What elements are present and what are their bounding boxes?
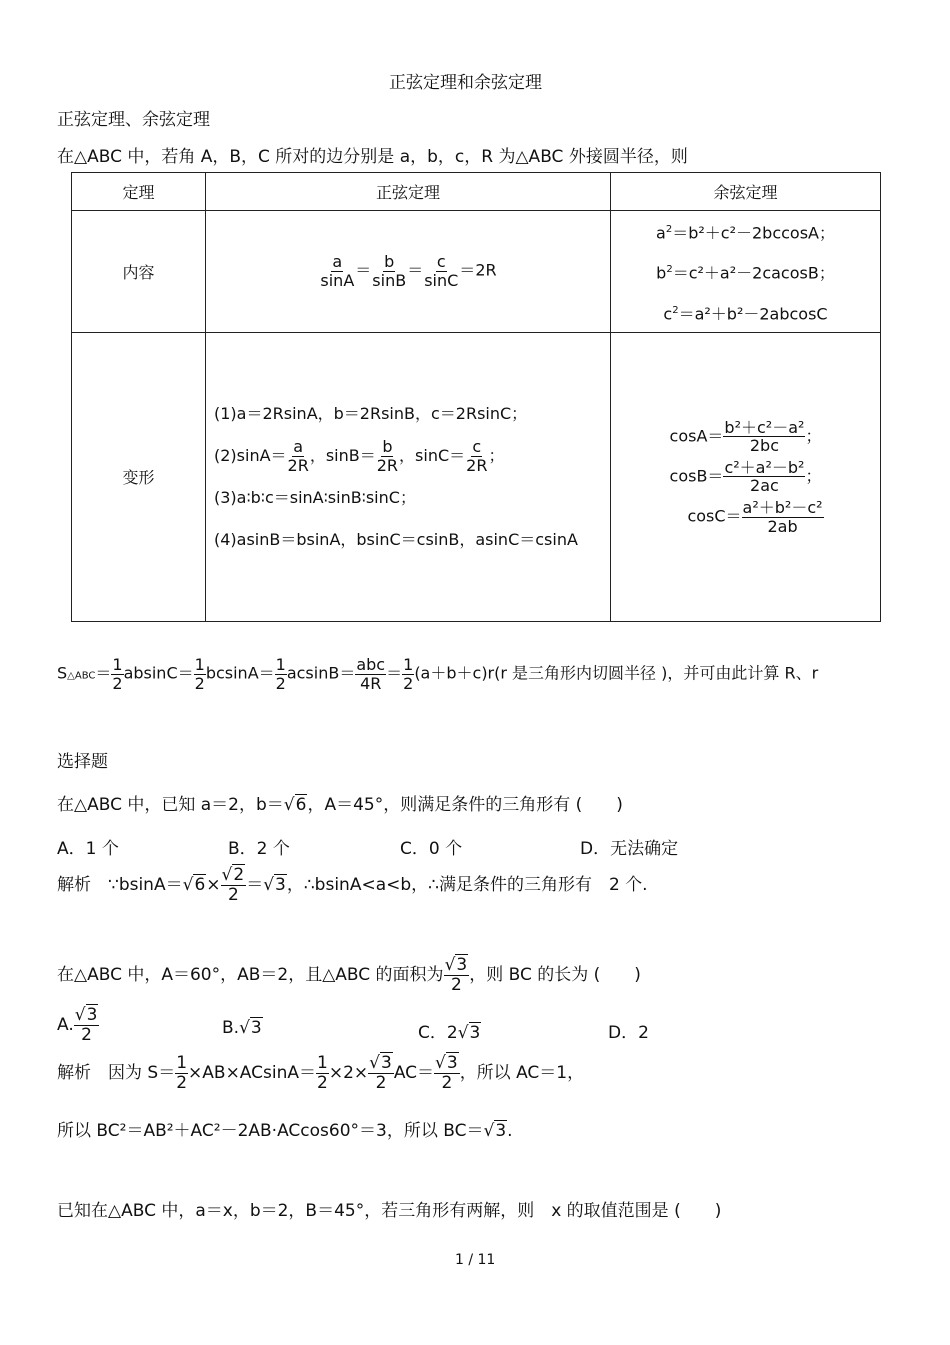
q1-option-c: C．0 个 [400,839,463,859]
q2-solution-line2: 所以 BC²＝AB²＋AC²－2AB·ACcos60°＝3，所以 BC＝√3. [57,1121,513,1141]
q1-solution: 解析 ∵bsinA＝√6× $\frac{√2}{2}$ ＝√3，∴bsinA<a<b，∴满足条件的三角形有 2 个. [57,865,648,905]
q1-option-a: A．1 个 [57,839,119,859]
variant-1: (1)a＝2RsinA，b＝2RsinB，c＝2RsinC； [214,403,528,423]
theorem-table [71,172,881,622]
header-cosine-law: 余弦定理 [611,173,881,211]
row-label-content: 内容 [72,211,206,333]
cosine-law-line: $c^2=a^2+b^2-2abcosC$ [663,303,828,323]
fraction: $\frac{a}{\sin A}$ [320,252,355,290]
variant-3: (3)a∶b∶c＝sinA∶sinB∶sinC； [214,487,416,507]
header-sine-law: 正弦定理 [206,173,611,211]
variant-4: (4)asinB＝bsinA，bsinC＝csinB，asinC＝csinA [214,529,578,549]
fraction: $\frac{b}{\sin B}$ [372,252,407,290]
q2-option-c: C．2√3 [418,1023,481,1043]
q2-option-b: B.√3 [222,1018,262,1038]
section-heading: 正弦定理、余弦定理 [57,110,210,130]
q1-option-d: D．无法确定 [580,839,679,859]
row-label-variants: 变形 [72,332,206,621]
choice-heading: 选择题 [57,752,108,772]
cosine-variant-b: cosB＝ $\frac{\text{c²＋a²－b²}}{2ac}$ ； [669,457,822,496]
fraction: $\frac{c}{\sin C}$ [424,252,459,290]
q2-stem: 在△ABC 中，A＝60°，AB＝2，且△ABC 的面积为 $\frac{√3}{2}$ ，则 BC 的长为 ( ) [57,955,641,995]
page-number: 1 / 11 [455,1252,496,1268]
cosine-law-content [611,211,881,333]
cosine-law-line: $a^2=b^2+c^2-2bccosA$； [656,223,835,243]
variant-2: (2)sinA＝ $\frac{a}{2R}$ ，sinB＝ $\frac{b}{2R}$ ，sinC＝ $\frac{c}{2R}$ ； [214,437,505,475]
q3-stem: 已知在△ABC 中，a＝x，b＝2，B＝45°，若三角形有两解，则 x 的取值范围是 ( ) [57,1201,722,1221]
cosine-variant-c: cosC＝ $\frac{\text{a²＋b²－c²}}{2ab}$ [687,498,823,536]
header-theorem: 定理 [72,173,206,211]
q2-solution-line1: 解析 因为 S＝ $\frac{1}{2}$ ×AB×ACsinA＝ $\frac{1}{2}$ ×2× $\frac{√3}{2}$ AC＝ $\frac{√3}{2}$ ，所以 AC＝1， [57,1053,585,1093]
document-title: 正弦定理和余弦定理 [389,73,542,93]
q1-option-b: B．2 个 [228,839,290,859]
cosine-law-line: $b^2=c^2+a^2-2cacosB$； [656,263,835,283]
area-formula: S△ABC＝ $\frac{1}{2}$ absinC＝ $\frac{1}{2}$ bcsinA＝ $\frac{1}{2}$ acsinB＝ $\frac{\text{abc}}{4R}$ ＝ $\frac{1}{2}$ (a＋b＋c)r(r 是三角形内切圆半径 )，并可由此计算 R、r [57,655,819,693]
q2-option-d: D．2 [608,1023,649,1043]
q2-option-a: A. $\frac{√3}{2}$ [57,1005,98,1045]
sine-law-content: $\frac{a}{\sin A}$ ＝ $\frac{b}{\sin B}$ ＝ $\frac{c}{\sin C}$ ＝2R [206,211,611,333]
q1-stem: 在△ABC 中，已知 a＝2，b＝√6，A＝45°，则满足条件的三角形有 ( ) [57,795,623,815]
cosine-variant-a: cosA＝ $\frac{\text{b²＋c²－a²}}{2bc}$ ； [669,417,822,456]
intro-text: 在△ABC 中，若角 A，B，C 所对的边分别是 a，b，c，R 为△ABC 外接圆半径，则 [57,147,688,167]
sine-law-variants [206,332,611,621]
cosine-law-variants [611,332,881,621]
